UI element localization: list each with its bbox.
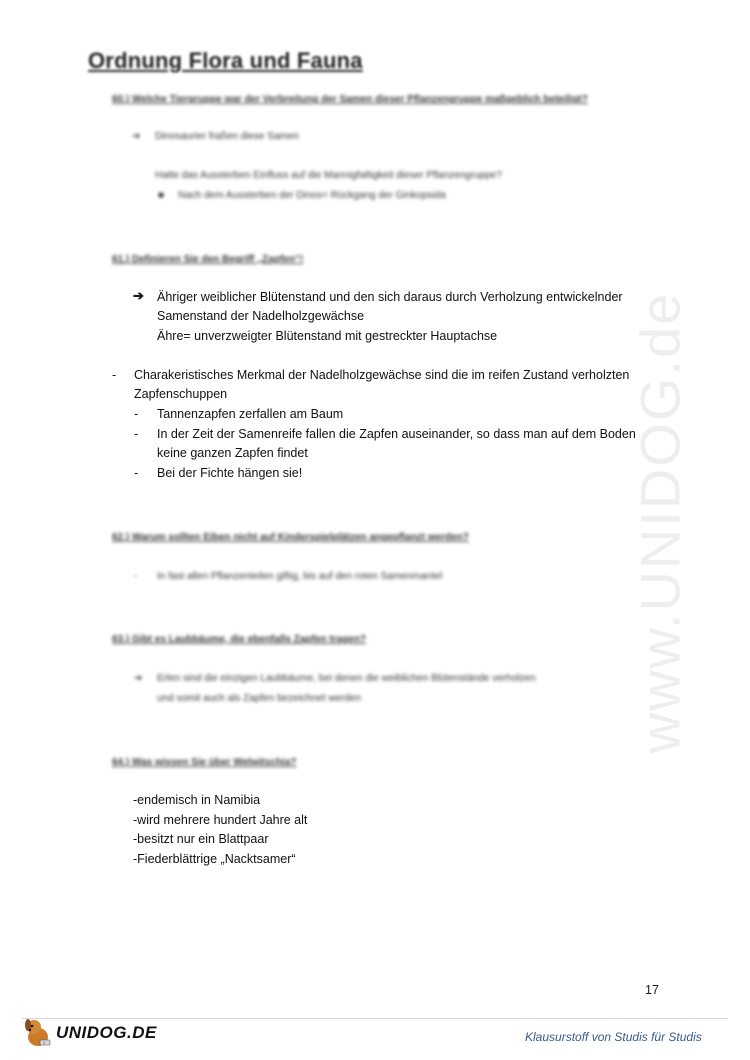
sub-item-1: Tannenzapfen zerfallen am Baum bbox=[157, 407, 344, 421]
list-item: -wird mehrere hundert Jahre alt bbox=[133, 812, 308, 827]
dash-bullet: - bbox=[134, 466, 139, 480]
list-item-1-cont: Zapfenschuppen bbox=[134, 387, 228, 401]
sub-item-2: In der Zeit der Samenreife fallen die Zapfen auseinander, so dass man auf dem Boden bbox=[157, 427, 636, 441]
answer-63-line-1: Erlen sind die einzigen Laubbäume, bei denen die weiblichen Blütenstände verholzen bbox=[157, 673, 536, 684]
watermark: www.UNIDOG.de bbox=[628, 291, 692, 754]
sub-question-60: Hatte das Aussterben Einfluss auf die Mannigfaltigkeit dieser Pflanzengruppe? bbox=[155, 170, 502, 181]
square-bullet-icon: ■ bbox=[158, 190, 165, 201]
question-60: 60.) Welche Tiergruppe war der Verbreitung der Samen dieser Pflanzengruppe maßgeblich beteiligt? bbox=[112, 94, 588, 105]
list-item: -endemisch in Namibia bbox=[133, 793, 261, 807]
answer-61-line-2: Samenstand der Nadelholzgewächse bbox=[157, 309, 365, 323]
page-title: Ordnung Flora und Fauna bbox=[88, 48, 363, 73]
page-number: 17 bbox=[645, 983, 659, 997]
list-item-1: Charakeristisches Merkmal der Nadelholzgewächse sind die im reifen Zustand verholzten bbox=[134, 368, 630, 382]
logo-text: UNIDOG.DE bbox=[56, 1023, 157, 1042]
answer-63-line-2: und somit auch als Zapfen bezeichnet werden bbox=[157, 693, 362, 704]
dog-icon bbox=[20, 1015, 56, 1049]
dash-bullet: - bbox=[134, 407, 139, 421]
list-item: -besitzt nur ein Blattpaar bbox=[133, 832, 269, 846]
sub-answer-60: Nach dem Aussterben der Dinos= Rückgang der Ginkopsida bbox=[178, 190, 446, 201]
arrow-icon: ➔ bbox=[133, 288, 144, 303]
question-63: 63.) Gibt es Laubbäume, die ebenfalls Zapfen tragen? bbox=[112, 634, 366, 645]
answer-60: Dinosaurier fraßen diese Samen bbox=[155, 131, 299, 142]
dash-bullet: - bbox=[134, 571, 138, 582]
dash-bullet: - bbox=[112, 368, 117, 382]
question-61: 61.) Definieren Sie den Begriff „Zapfen“! bbox=[112, 254, 304, 265]
dash-bullet: - bbox=[134, 427, 139, 441]
footer-slogan: Klausurstoff von Studis für Studis bbox=[525, 1030, 702, 1044]
sub-item-3: Bei der Fichte hängen sie! bbox=[157, 466, 303, 480]
arrow-icon: ➔ bbox=[134, 673, 143, 684]
list-item: -Fiederblättrige „Nacktsamer“ bbox=[133, 851, 296, 866]
question-62: 62.) Warum sollten Eiben nicht auf Kinderspielplätzen angepflanzt werden? bbox=[112, 532, 469, 543]
welwitschia-list bbox=[133, 791, 307, 869]
answer-61-line-3: Ähre= unverzweigter Blütenstand mit gestreckter Hauptachse bbox=[157, 329, 498, 343]
answer-61-line-1: Ähriger weiblicher Blütenstand und den sich daraus durch Verholzung entwickelnder bbox=[157, 290, 623, 304]
question-64: 64.) Was wissen Sie über Welwitschia? bbox=[112, 757, 297, 768]
sub-item-2-cont: keine ganzen Zapfen findet bbox=[157, 446, 308, 460]
unidog-logo bbox=[20, 1015, 160, 1049]
arrow-icon: ➔ bbox=[132, 131, 141, 142]
answer-62: In fast allen Pflanzenteilen giftig, bis auf den roten Samenmantel bbox=[157, 571, 443, 582]
